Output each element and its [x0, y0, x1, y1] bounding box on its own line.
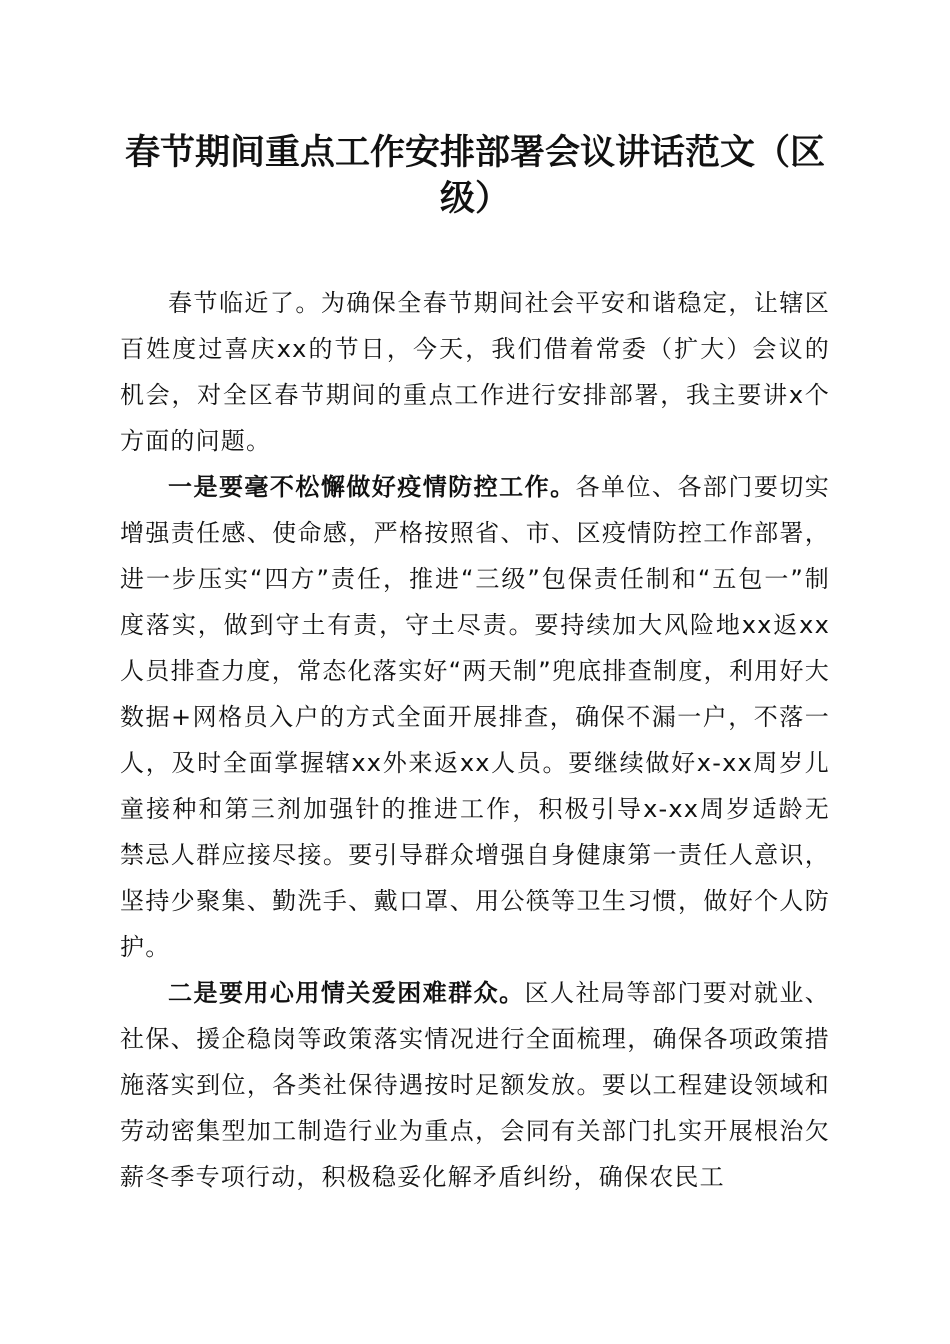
paragraph-epidemic-control — [120, 464, 830, 970]
paragraph-intro — [120, 280, 830, 464]
paragraph-text: 春节临近了。为确保全春节期间社会平安和谐稳定，让辖区百姓度过喜庆xx的节日，今天，我们借着常委（扩大）会议的机会，对全区春节期间的重点工作进行安排部署，我主要讲x个方面的问题。 — [120, 289, 830, 455]
paragraph-lead-heading: 一是要毫不松懈做好疫情防控工作。 — [168, 473, 576, 501]
document-body — [120, 280, 830, 1200]
paragraph-text: 区人社局等部门要对就业、社保、援企稳岗等政策落实情况进行全面梳理，确保各项政策措施落实到位，各类社保待遇按时足额发放。要以工程建设领域和劳动密集型加工制造行业为重点，会同有关部门扎实开展根治欠薪冬季专项行动，积极稳妥化解矛盾纠纷，确保农民工 — [120, 979, 830, 1191]
paragraph-text: 各单位、各部门要切实增强责任感、使命感，严格按照省、市、区疫情防控工作部署，进一步压实“四方”责任，推进“三级”包保责任制和“五包一”制度落实，做到守土有责，守土尽责。要持续加大风险地xx返xx人员排查力度，常态化落实好“两天制”兜底排查制度，利用好大数据+网格员入户的方式全面开展排查，确保不漏一户，不落一人，及时全面掌握辖xx外来返xx人员。要继续做好x-xx周岁儿童接种和第三剂加强针的推进工作，积极引导x-xx周岁适龄无禁忌人群应接尽接。要引导群众增强自身健康第一责任人意识，坚持少聚集、勤洗手、戴口罩、用公筷等卫生习惯，做好个人防护。 — [120, 473, 831, 961]
paragraph-lead-heading: 二是要用心用情关爱困难群众。 — [168, 979, 525, 1007]
document-page — [120, 130, 830, 1200]
paragraph-care-for-needy — [120, 970, 830, 1200]
document-title: 春节期间重点工作安排部署会议讲话范文（区级） — [124, 132, 825, 219]
